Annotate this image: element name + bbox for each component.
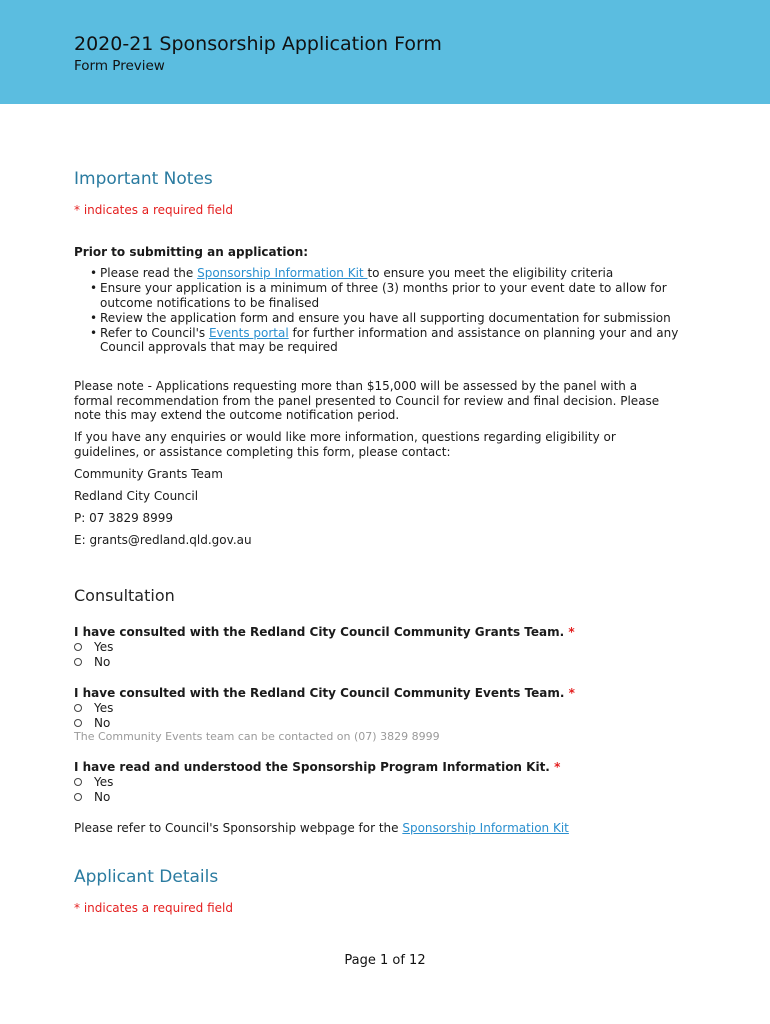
radio-button[interactable] — [74, 658, 82, 666]
refer-sponsorship-text — [74, 821, 569, 836]
list-item — [92, 311, 692, 326]
radio-option-yes[interactable] — [74, 775, 113, 790]
radio-option-no[interactable] — [74, 716, 110, 731]
radio-label: Yes — [94, 775, 114, 789]
bullet-text: Please read the — [100, 266, 198, 280]
required-field-note: * indicates a required field — [74, 203, 233, 217]
contact-email: E: grants@redland.qld.gov.au — [74, 533, 252, 547]
bullet-text: to ensure you meet the eligibility criteria — [367, 266, 614, 280]
events-portal-link[interactable]: Events portal — [208, 325, 289, 340]
sponsorship-kit-link[interactable]: Sponsorship Information Kit — [402, 821, 569, 835]
radio-button[interactable] — [74, 719, 82, 727]
bullet-text: Ensure your application is a minimum of three (3) months prior to your event date to allow for outcome notifications to be finalised — [100, 281, 667, 310]
consultation-heading: Consultation — [74, 586, 175, 605]
bullet-text: Refer to Council's — [100, 325, 209, 340]
radio-label: No — [94, 716, 111, 730]
radio-option-yes[interactable] — [74, 701, 113, 716]
radio-button[interactable] — [74, 704, 82, 712]
radio-button[interactable] — [74, 643, 82, 651]
important-notes-heading: Important Notes — [74, 169, 213, 189]
applicant-details-heading: Applicant Details — [74, 867, 219, 887]
radio-label: Yes — [94, 701, 114, 715]
radio-button[interactable] — [74, 778, 82, 786]
required-marker: * — [568, 686, 575, 700]
question-label: I have consulted with the Redland City Council Community Grants Team. — [74, 625, 565, 639]
question-label: I have consulted with the Redland City Council Community Events Team. — [74, 686, 565, 700]
question-events-team — [74, 686, 575, 701]
radio-option-no[interactable] — [74, 655, 110, 670]
prior-heading: Prior to submitting an application: — [74, 245, 309, 259]
radio-label: No — [94, 790, 111, 804]
radio-option-yes[interactable] — [74, 640, 113, 655]
bullet-text: Review the application form and ensure you have all supporting documentation for submission — [100, 310, 671, 325]
form-subtitle: Form Preview — [74, 58, 165, 74]
please-note-paragraph: Please note - Applications requesting more than $15,000 will be assessed by the panel with a formal recommendation from the panel presented to Council for review and final decision. Please note this may extend the outcome notification period. — [74, 379, 660, 422]
radio-option-no[interactable] — [74, 790, 110, 805]
question-info-kit — [74, 760, 560, 775]
form-header — [0, 0, 770, 104]
bullet-text: for further information and assistance on planning your and any Council approvals that may be required — [100, 325, 679, 354]
list-item — [92, 326, 692, 355]
sponsorship-kit-link[interactable]: Sponsorship Information Kit — [197, 266, 368, 280]
required-marker: * — [554, 760, 561, 774]
contact-phone: P: 07 3829 8999 — [74, 511, 174, 525]
contact-org: Redland City Council — [74, 489, 199, 503]
list-item — [92, 281, 692, 310]
question-label: I have read and understood the Sponsorship Program Information Kit. — [74, 760, 550, 774]
radio-label: Yes — [94, 640, 114, 654]
form-title: 2020-21 Sponsorship Application Form — [74, 33, 442, 55]
list-item — [92, 266, 692, 281]
radio-button[interactable] — [74, 793, 82, 801]
events-team-hint: The Community Events team can be contacted on (07) 3829 8999 — [74, 730, 440, 743]
refer-text: Please refer to Council's Sponsorship webpage for the — [74, 821, 403, 835]
enquiries-paragraph: If you have any enquiries or would like more information, questions regarding eligibility or guidelines, or assistance completing this form, please contact: — [74, 430, 616, 459]
radio-label: No — [94, 655, 111, 669]
required-field-note: * indicates a required field — [74, 901, 233, 915]
prior-bullet-list — [92, 266, 692, 355]
contact-team: Community Grants Team — [74, 467, 223, 481]
required-marker: * — [568, 625, 575, 639]
page-number: Page 1 of 12 — [344, 953, 426, 968]
question-grants-team — [74, 625, 575, 640]
